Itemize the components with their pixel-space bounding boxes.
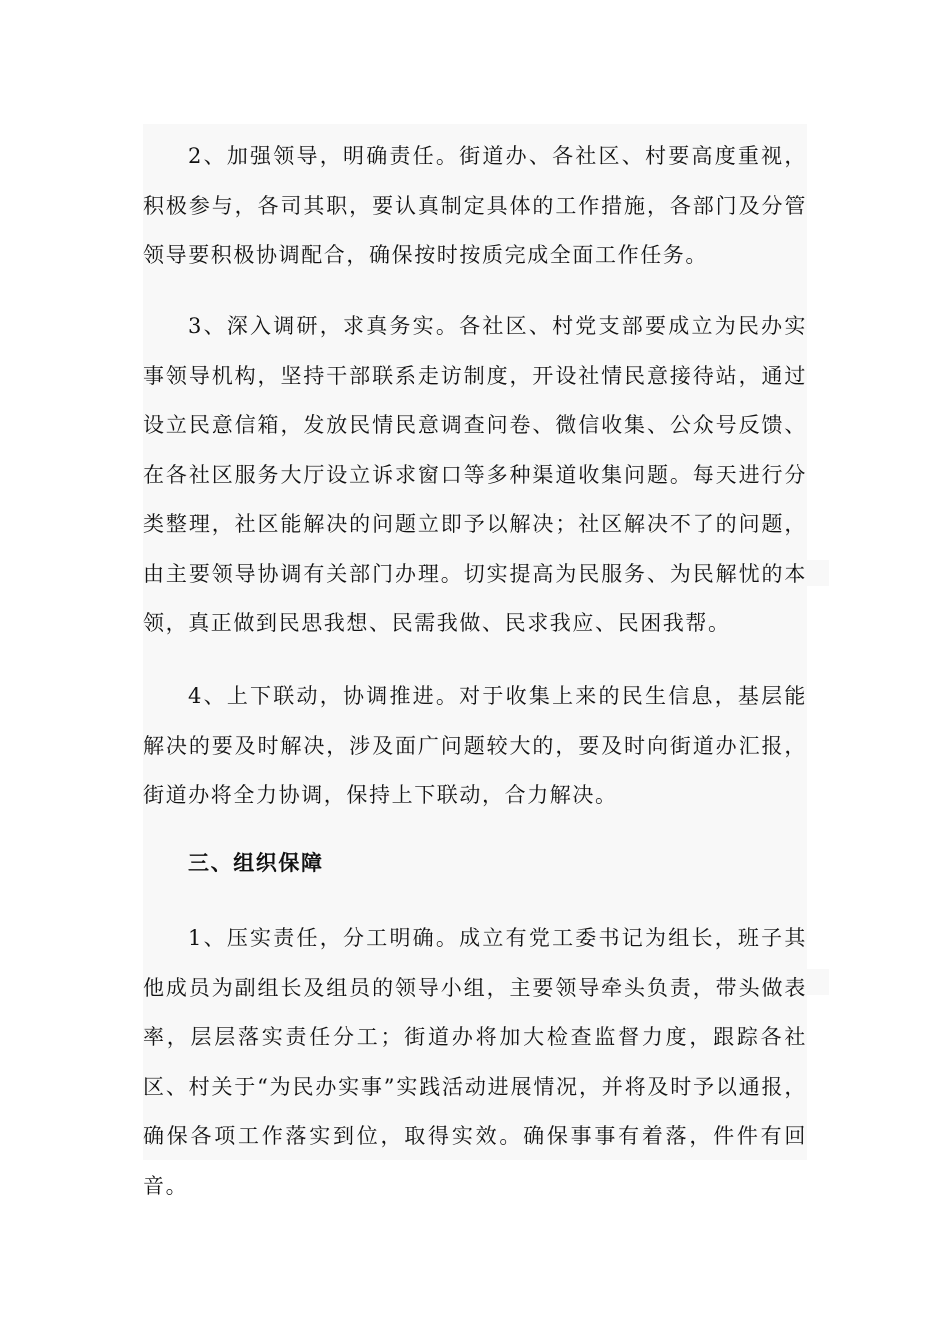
paragraph-coordinated-advance: 4、上下联动，协调推进。对于收集上来的民生信息，基层能解决的要及时解决，涉及面广问题较大的，要及时向街道办汇报，街道办将全力协调，保持上下联动，合力解决。 [143,684,807,807]
line-overflow-shade [807,560,829,586]
section-heading-organizational-guarantee: 三、组织保障 [188,850,324,875]
text-block [143,124,807,1198]
paragraph-in-depth-research: 3、深入调研，求真务实。各社区、村党支部要成立为民办实事领导机构，坚持干部联系走访制度，开设社情民意接待站，通过设立民意信箱，发放民情民意调查问卷、微信收集、公众号反馈、在各社区服务大厅设立诉求窗口等多种渠道收集问题。每天进行分类整理，社区能解决的问题立即予以解决；社区解决不了的问题，由主要领导协调有关部门办理。切实提高为民服务、为民解忧的本领，真正做到民思我想、民需我做、民求我应、民困我帮。 [143,314,807,635]
line-overflow-shade [807,969,829,995]
paragraph-strengthen-leadership: 2、加强领导，明确责任。街道办、各社区、村要高度重视，积极参与，各司其职，要认真制定具体的工作措施，各部门及分管领导要积极协调配合，确保按时按质完成全面工作任务。 [143,144,807,267]
paragraph-clarify-responsibility: 1、压实责任，分工明确。成立有党工委书记为组长，班子其他成员为副组长及组员的领导小组，主要领导牵头负责，带头做表率，层层落实责任分工；街道办将加大检查监督力度，跟踪各社区、村关于“为民办实事”实践活动进展情况，并将及时予以通报，确保各项工作落实到位，取得实效。确保事事有着落，件件有回音。 [143,926,807,1198]
